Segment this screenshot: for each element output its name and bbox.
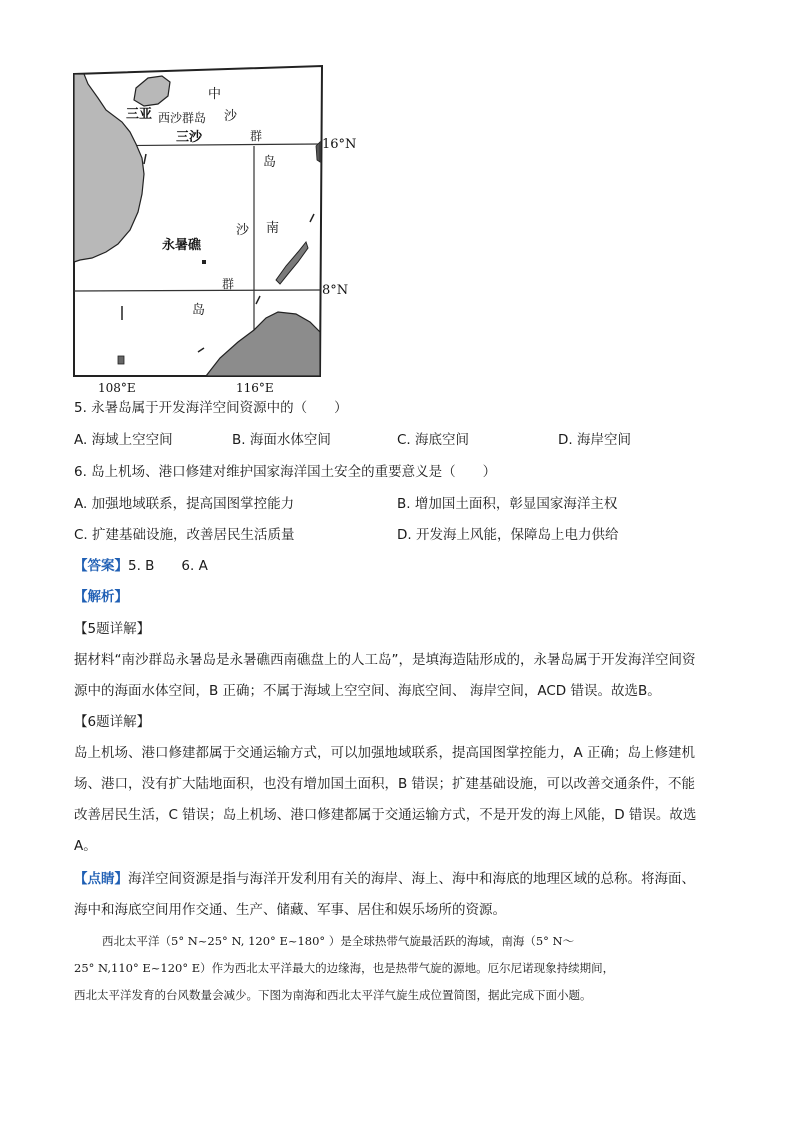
detail-6-line: A。 — [74, 838, 97, 854]
next-material-line: 西北太平洋（5° N~25° N, 120° E~180° ）是全球热带气旋最活跃的海域，南海（5° N～ — [102, 934, 575, 948]
label-sansha: 三沙 — [176, 130, 203, 145]
answer-label: 【答案】 — [74, 558, 128, 574]
tip-label: 【点睛】 — [74, 871, 128, 887]
tip-text-1: 海洋空间资源是指与海洋开发利用有关的海岸、海上、海中和海底的地理区域的总称。将海面、 — [128, 871, 695, 887]
label-zhongsha-2: 沙 — [224, 109, 238, 124]
reef-mark — [256, 296, 260, 304]
detail-6-body — [74, 738, 720, 862]
reef-mark — [310, 214, 314, 222]
q6-option-c: C. 扩建基础设施，改善居民生活质量 — [74, 527, 295, 543]
label-zhongsha-3: 群 — [250, 129, 263, 143]
label-8n: 8°N — [322, 283, 349, 298]
reef-mark — [118, 356, 124, 364]
q6-option-b: B. 增加国土面积，彰显国家海洋主权 — [397, 496, 618, 512]
detail-6-heading: 【6题详解】 — [74, 714, 151, 730]
analysis-label: 【解析】 — [74, 589, 128, 605]
tip-body — [74, 864, 720, 926]
q5-option-a: A. 海域上空空间 — [74, 432, 173, 448]
label-xisha: 西沙群岛 — [158, 111, 207, 125]
tip-line-1 — [74, 864, 720, 895]
question-5-stem: 5. 永暑岛属于开发海洋空间资源中的（ ） — [74, 400, 348, 416]
hainan-island — [134, 76, 170, 106]
next-material-line: 25° N,110° E~120° E）作为西北太平洋最大的边缘海，也是热带气旋的源地。厄尔尼诺现象持续期间， — [74, 961, 615, 975]
south-china-sea-map — [70, 62, 360, 400]
reef-mark — [144, 154, 146, 164]
borneo — [206, 312, 320, 376]
reef-mark — [198, 348, 204, 352]
philippines-fragment — [316, 142, 320, 162]
q5-option-b: B. 海面水体空间 — [232, 432, 331, 448]
label-nansha-3: 沙 — [236, 223, 250, 238]
q5-option-d: D. 海岸空间 — [558, 432, 631, 448]
label-sanya: 三亚 — [126, 107, 153, 122]
answer-value: 5. B 6. A — [128, 558, 208, 574]
detail-5-body — [74, 645, 720, 707]
q5-option-c: C. 海底空间 — [397, 432, 470, 448]
label-yongshu: 永暑礁 — [162, 238, 202, 253]
detail-5-line: 源中的海面水体空间，B 正确；不属于海域上空空间、海底空间、 海岸空间，ACD 错误。故选B。 — [74, 683, 661, 699]
label-116e: 116°E — [236, 381, 274, 395]
lat-8-line — [74, 290, 320, 291]
answer-line — [74, 556, 208, 576]
label-nansha-4: 群 — [222, 277, 235, 291]
palawan — [276, 242, 308, 284]
tip-line-2: 海中和海底空间用作交通、生产、储藏、军事、居住和娱乐场所的资源。 — [74, 902, 506, 918]
next-material — [74, 928, 724, 1009]
detail-5-line: 据材料“南沙群岛永暑岛是永暑礁西南礁盘上的人工岛”，是填海造陆形成的，永暑岛属于开发海洋空间资 — [74, 652, 696, 668]
detail-6-line: 岛上机场、港口修建都属于交通运输方式，可以加强地域联系，提高国图掌控能力，A 正确；岛上修建机 — [74, 745, 696, 761]
question-6-stem: 6. 岛上机场、港口修建对维护国家海洋国土安全的重要意义是（ ） — [74, 464, 497, 480]
detail-5-heading: 【5题详解】 — [74, 621, 151, 637]
next-material-line: 西北太平洋发育的台风数量会减少。下图为南海和西北太平洋气旋生成位置简图，据此完成下面小题。 — [74, 988, 592, 1002]
detail-6-line: 场、港口，没有扩大陆地面积，也没有增加国土面积，B 错误；扩建基础设施，可以改善交通条件，不能 — [74, 776, 696, 792]
q6-option-a: A. 加强地域联系，提高国图掌控能力 — [74, 496, 295, 512]
label-nansha-1: 岛 — [263, 155, 277, 170]
label-16n: 16°N — [322, 137, 357, 152]
mainland-vietnam — [74, 74, 144, 262]
detail-6-line: 改善居民生活，C 错误；岛上机场、港口修建都属于交通运输方式，不是开发的海上风能，D 错误。故选 — [74, 807, 697, 823]
label-nansha-2: 南 — [266, 221, 280, 236]
q6-option-d: D. 开发海上风能，保障岛上电力供给 — [397, 527, 619, 543]
yongshu-reef-marker — [202, 260, 206, 264]
label-nansha-5: 岛 — [192, 303, 206, 318]
label-108e: 108°E — [98, 381, 136, 395]
label-zhongsha-1: 中 — [208, 87, 222, 102]
